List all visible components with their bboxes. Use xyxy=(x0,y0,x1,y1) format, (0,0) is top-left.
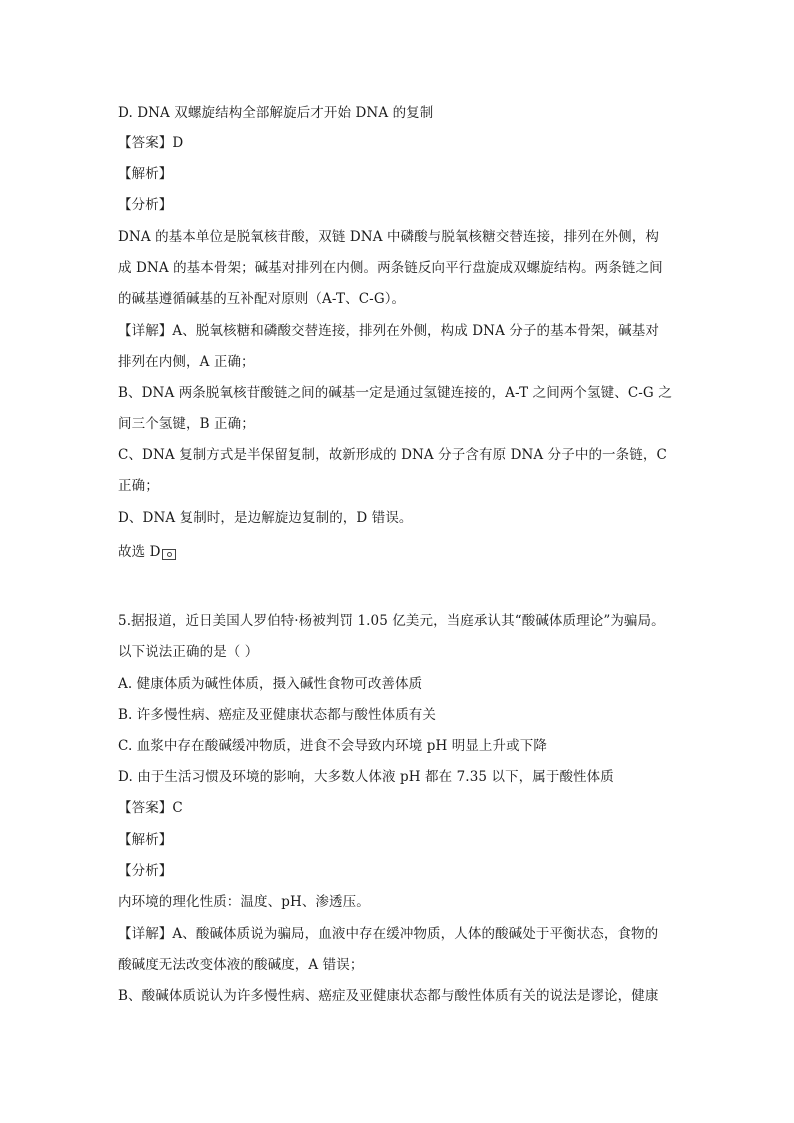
q5-detail-line: 【详解】A、酸碱体质说为骗局，血液中存在缓冲物质，人体的酸碱处于平衡状态，食物的 xyxy=(118,926,659,942)
q4-fenxi-heading: 【分析】 xyxy=(118,197,173,213)
q4-answer: 【答案】D xyxy=(118,135,184,151)
q4-detail-line: B、DNA 两条脱氧核苷酸链之间的碱基一定是通过氢键连接的，A-T 之间两个氢键、C-G 之 xyxy=(118,385,672,401)
q5-stem-line: 5.据报道，近日美国人罗伯特·杨被判罚 1.05 亿美元，当庭承认其“酸碱体质理论”为骗局。 xyxy=(118,613,665,629)
q4-analysis-line: 成 DNA 的基本骨架；碱基对排列在内侧。两条链反向平行盘旋成双螺旋结构。两条链之间 xyxy=(118,260,663,276)
q4-detail-line: D、DNA 复制时，是边解旋边复制的，D 错误。 xyxy=(118,510,413,526)
q4-conclusion: 故选 D xyxy=(118,544,161,560)
q4-detail-line: 【详解】A、脱氧核糖和磷酸交替连接，排列在外侧，构成 DNA 分子的基本骨架，碱基对 xyxy=(118,323,659,339)
period-mark-icon xyxy=(162,549,176,560)
q4-analysis-line: DNA 的基本单位是脱氧核苷酸，双链 DNA 中磷酸与脱氧核糖交替连接，排列在外侧，构 xyxy=(118,229,659,245)
q4-analysis-line: 的碱基遵循碱基的互补配对原则（A-T、C-G）。 xyxy=(118,291,406,307)
q5-option-b: B. 许多慢性病、癌症及亚健康状态都与酸性体质有关 xyxy=(118,707,437,723)
q4-detail-line: 排列在内侧，A 正确； xyxy=(118,354,255,370)
q5-option-a: A. 健康体质为碱性体质，摄入碱性食物可改善体质 xyxy=(118,676,423,692)
q5-jiexi-heading: 【解析】 xyxy=(118,832,173,848)
q5-fenxi-heading: 【分析】 xyxy=(118,863,173,879)
q5-option-d: D. 由于生活习惯及环境的影响，大多数人体液 pH 都在 7.35 以下，属于酸性体质 xyxy=(118,769,614,785)
q4-detail-line: 正确； xyxy=(118,478,159,494)
q4-detail-line: C、DNA 复制方式是半保留复制，故新形成的 DNA 分子含有原 DNA 分子中的一条链，C xyxy=(118,447,667,463)
q4-jiexi-heading: 【解析】 xyxy=(118,166,173,182)
q5-stem-line: 以下说法正确的是（ ） xyxy=(118,644,259,660)
q5-analysis-line: 内环境的理化性质：温度、pH、渗透压。 xyxy=(118,894,370,910)
q4-conclusion-row xyxy=(118,543,678,561)
q5-answer: 【答案】C xyxy=(118,800,183,816)
q4-detail-line: 间三个氢键，B 正确； xyxy=(118,416,255,432)
q5-detail-line: 酸碱度无法改变体液的酸碱度，A 错误； xyxy=(118,957,364,973)
q5-detail-line: B、酸碱体质说认为许多慢性病、癌症及亚健康状态都与酸性体质有关的说法是谬论，健康 xyxy=(118,988,659,1004)
q5-option-c: C. 血浆中存在酸碱缓冲物质，进食不会导致内环境 pH 明显上升或下降 xyxy=(118,738,547,754)
q4-option-d: D. DNA 双螺旋结构全部解旋后才开始 DNA 的复制 xyxy=(118,105,434,121)
